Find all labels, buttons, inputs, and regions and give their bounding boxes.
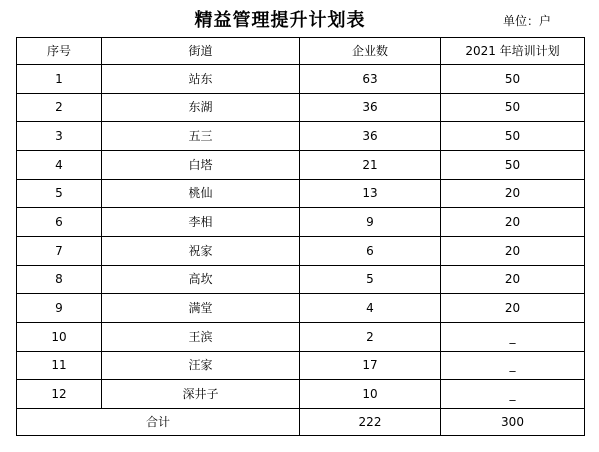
- cell-plan: 50: [441, 150, 585, 179]
- total-plan: 300: [441, 409, 585, 436]
- table-row: [17, 236, 585, 265]
- cell-enterprises: 9: [300, 208, 441, 237]
- total-label: 合计: [17, 409, 300, 436]
- table-row: [17, 65, 585, 94]
- cell-plan: 20: [441, 236, 585, 265]
- cell-enterprises: 5: [300, 265, 441, 294]
- cell-index: 10: [17, 322, 102, 351]
- cell-enterprises: 10: [300, 380, 441, 409]
- table-row: [17, 265, 585, 294]
- header-index: 序号: [17, 38, 102, 65]
- cell-plan: _: [441, 322, 585, 351]
- cell-plan: 50: [441, 93, 585, 122]
- cell-enterprises: 13: [300, 179, 441, 208]
- cell-index: 12: [17, 380, 102, 409]
- cell-street: 深井子: [102, 380, 300, 409]
- cell-street: 白塔: [102, 150, 300, 179]
- cell-index: 11: [17, 351, 102, 380]
- cell-index: 8: [17, 265, 102, 294]
- header-row: [17, 38, 585, 65]
- cell-index: 5: [17, 179, 102, 208]
- table-row: [17, 93, 585, 122]
- cell-plan: _: [441, 380, 585, 409]
- header-enterprises: 企业数: [300, 38, 441, 65]
- cell-street: 祝家: [102, 236, 300, 265]
- unit-label: 单位：户: [503, 14, 552, 28]
- table-row: [17, 351, 585, 380]
- table-title: 精益管理提升计划表: [194, 10, 366, 31]
- cell-index: 1: [17, 65, 102, 94]
- cell-enterprises: 6: [300, 236, 441, 265]
- cell-enterprises: 36: [300, 122, 441, 151]
- cell-street: 满堂: [102, 294, 300, 323]
- cell-street: 高坎: [102, 265, 300, 294]
- plan-table: [16, 37, 585, 436]
- table-row: [17, 380, 585, 409]
- cell-street: 桃仙: [102, 179, 300, 208]
- cell-index: 3: [17, 122, 102, 151]
- table-row: [17, 208, 585, 237]
- cell-index: 7: [17, 236, 102, 265]
- header-plan: 2021 年培训计划: [441, 38, 585, 65]
- total-enterprises: 222: [300, 409, 441, 436]
- cell-plan: 50: [441, 65, 585, 94]
- cell-enterprises: 17: [300, 351, 441, 380]
- cell-enterprises: 2: [300, 322, 441, 351]
- cell-plan: 50: [441, 122, 585, 151]
- header-street: 街道: [102, 38, 300, 65]
- cell-index: 4: [17, 150, 102, 179]
- cell-street: 王滨: [102, 322, 300, 351]
- table-row: [17, 122, 585, 151]
- cell-index: 9: [17, 294, 102, 323]
- cell-enterprises: 63: [300, 65, 441, 94]
- cell-enterprises: 4: [300, 294, 441, 323]
- cell-street: 东湖: [102, 93, 300, 122]
- cell-street: 五三: [102, 122, 300, 151]
- cell-enterprises: 36: [300, 93, 441, 122]
- cell-plan: 20: [441, 179, 585, 208]
- cell-index: 2: [17, 93, 102, 122]
- cell-street: 站东: [102, 65, 300, 94]
- cell-index: 6: [17, 208, 102, 237]
- table-row: [17, 322, 585, 351]
- cell-street: 汪家: [102, 351, 300, 380]
- table-row: [17, 179, 585, 208]
- table-row: [17, 294, 585, 323]
- cell-plan: 20: [441, 208, 585, 237]
- table-row: [17, 150, 585, 179]
- cell-enterprises: 21: [300, 150, 441, 179]
- cell-plan: _: [441, 351, 585, 380]
- cell-plan: 20: [441, 294, 585, 323]
- cell-plan: 20: [441, 265, 585, 294]
- total-row: [17, 409, 585, 436]
- cell-street: 李相: [102, 208, 300, 237]
